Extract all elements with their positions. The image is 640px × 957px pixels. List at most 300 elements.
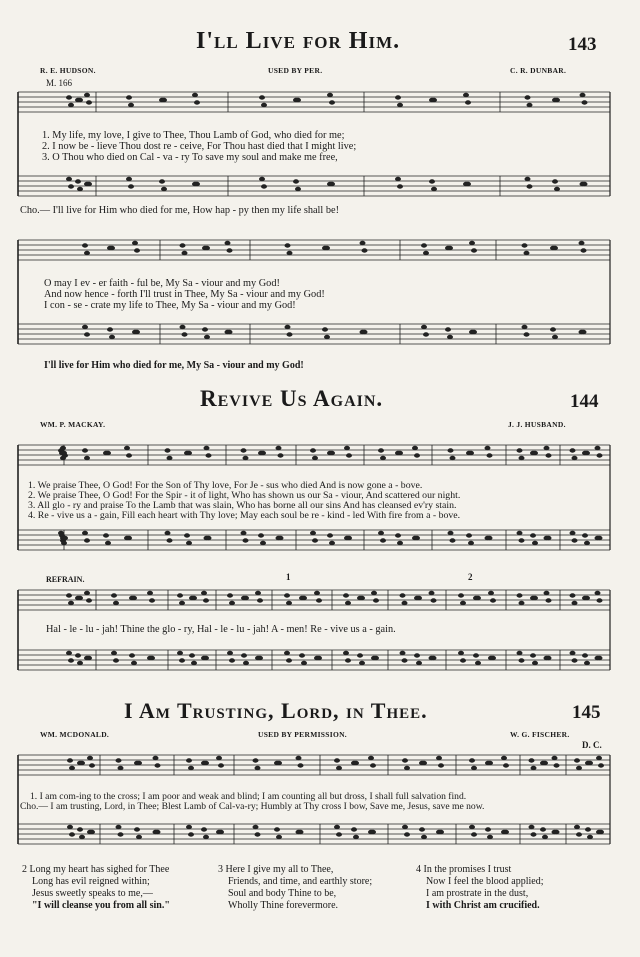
hymn-143-verse-3: 3. O Thou who died on Cal - va - ry To save my soul and make me free, [42, 152, 338, 163]
note-head [595, 446, 601, 450]
note-head [469, 758, 475, 762]
note-head [431, 98, 437, 102]
note-head [397, 541, 403, 545]
note-head [334, 825, 340, 829]
note-head [180, 243, 186, 247]
note-head [186, 758, 192, 762]
note-head [423, 251, 429, 255]
note-head [111, 651, 117, 655]
note-head [517, 531, 523, 535]
note-head [353, 761, 359, 765]
note-head [595, 591, 601, 595]
note-head [463, 93, 469, 97]
verse-line: Soul and body Thine to be, [228, 888, 337, 899]
note-head [126, 453, 132, 457]
note-head [395, 177, 401, 181]
note-head [370, 830, 376, 834]
note-head [587, 761, 593, 765]
first-ending-label: 1 [286, 572, 291, 582]
note-head [161, 187, 167, 191]
note-head [421, 325, 427, 329]
note-head [167, 538, 173, 542]
note-head [301, 596, 307, 600]
note-head [134, 827, 140, 831]
verse-line: I with Christ am crucified. [426, 900, 540, 911]
note-head [490, 598, 496, 602]
note-head [336, 766, 342, 770]
note-head [67, 825, 73, 829]
note-head [362, 248, 368, 252]
note-head [397, 103, 403, 107]
note-head [378, 531, 384, 535]
note-head [532, 661, 538, 665]
note-head [68, 658, 74, 662]
note-head [75, 179, 81, 183]
note-head [316, 598, 322, 602]
note-head [585, 827, 591, 831]
note-head [475, 661, 481, 665]
note-head [465, 182, 471, 186]
verse-line: Long has evil reigned within; [32, 876, 150, 887]
note-head [204, 246, 210, 250]
note-head [225, 241, 231, 245]
note-head [259, 177, 265, 181]
hymn-143-verse-1b: O may I ev - er faith - ful be, My Sa - viour and my God! [44, 278, 280, 289]
note-head [61, 541, 67, 545]
note-head [203, 656, 209, 660]
note-head [554, 830, 560, 834]
note-head [192, 93, 198, 97]
note-head [167, 456, 173, 460]
note-head [345, 601, 351, 605]
note-head [186, 825, 192, 829]
note-head [77, 187, 83, 191]
note-head [105, 541, 111, 545]
note-head [414, 536, 420, 540]
hymn-144-verse-2: 2. We praise Thee, O God! For the Spir - it of light, Who has shown us our Sa - viour, And scattered our night. [28, 490, 461, 501]
note-head [544, 446, 550, 450]
note-head [79, 761, 85, 765]
note-head [241, 448, 247, 452]
note-head [431, 656, 437, 660]
note-head [469, 825, 475, 829]
note-head [216, 756, 222, 760]
verse-line: 2 Long my heart has sighed for Thee [22, 864, 170, 875]
hymn-145-verse-1: 1. I am com-ing to the cross; I am poor and weak and blind; I am counting all but dross, I shall full salvation find. [30, 791, 467, 802]
note-head [487, 835, 493, 839]
note-head [522, 243, 528, 247]
note-head [255, 591, 261, 595]
note-head [402, 825, 408, 829]
note-head [194, 182, 200, 186]
tempo-mark: M. 166 [46, 78, 73, 88]
note-head [68, 601, 74, 605]
hymn-144-verse-4: 4. Re - vive us a - gain, Fill each heart with Thy love; May each soul be re - kind - led With fire from a - bove. [28, 510, 461, 521]
note-head [554, 763, 560, 767]
note-head [525, 177, 531, 181]
note-head [468, 541, 474, 545]
note-head [86, 656, 92, 660]
note-head [182, 251, 188, 255]
note-head [582, 653, 588, 657]
note-head [421, 243, 427, 247]
note-head [419, 827, 425, 831]
note-head [206, 536, 212, 540]
note-head [465, 100, 471, 104]
note-head [587, 835, 593, 839]
note-head [576, 766, 582, 770]
note-head [490, 656, 496, 660]
note-head [400, 651, 406, 655]
note-head [436, 756, 442, 760]
verse-line: Friends, and time, and earthly store; [228, 876, 373, 887]
note-head [584, 451, 590, 455]
note-head [84, 456, 90, 460]
hymn-143-verse-2b: And now hence - forth I'll trust in Thee, My Sa - viour and my God! [44, 289, 325, 300]
hymn-143-permission: USED BY PER. [268, 66, 323, 75]
refrain-label: REFRAIN. [46, 575, 85, 584]
note-head [532, 541, 538, 545]
hymn-143-verse-2: 2. I now be - lieve Thou dost re - ceive, For Thou hast died that I might live; [42, 141, 357, 152]
note-head [473, 653, 479, 657]
note-head [370, 763, 376, 767]
note-head [113, 658, 119, 662]
note-head [132, 241, 138, 245]
note-head [584, 596, 590, 600]
note-head [118, 832, 124, 836]
note-head [327, 93, 333, 97]
note-head [336, 832, 342, 836]
note-head [359, 596, 365, 600]
note-head [450, 456, 456, 460]
hymn-145-number: 145 [572, 702, 601, 723]
note-head [296, 756, 302, 760]
note-head [227, 593, 233, 597]
note-head [447, 335, 453, 339]
note-head [527, 184, 533, 188]
note-head [82, 325, 88, 329]
hymn-143-verse-1: 1. My life, my love, I give to Thee, Thou Lamb of God, who died for me; [42, 130, 345, 141]
hymn-143-words-by: R. E. HUDSON. [40, 66, 96, 75]
note-head [188, 766, 194, 770]
note-head [84, 591, 90, 595]
note-head [131, 596, 137, 600]
note-head [581, 330, 587, 334]
note-head [67, 758, 73, 762]
note-head [546, 656, 552, 660]
note-head [345, 658, 351, 662]
note-head [404, 832, 410, 836]
note-head [429, 179, 435, 183]
note-head [438, 763, 444, 767]
note-head [62, 453, 68, 457]
note-head [118, 766, 124, 770]
note-head [416, 596, 422, 600]
note-head [229, 658, 235, 662]
note-head [346, 536, 352, 540]
note-head [344, 446, 350, 450]
note-head [191, 596, 197, 600]
note-head [322, 327, 328, 331]
hymn-145-chorus: Cho.— I am trusting, Lord, in Thee; Blest Lamb of Cal-va-ry; Humbly at Thy cross I bow, Save me, Jesus, save me now. [20, 801, 485, 812]
note-head [584, 661, 590, 665]
note-head [278, 453, 284, 457]
note-head [243, 661, 249, 665]
note-head [414, 453, 420, 457]
note-head [519, 456, 525, 460]
note-head [68, 184, 74, 188]
hymn-143-title: I'll Live for Him. [196, 28, 401, 54]
note-head [287, 251, 293, 255]
note-head [580, 93, 586, 97]
note-head [530, 533, 536, 537]
note-head [324, 246, 330, 250]
note-head [343, 593, 349, 597]
note-head [343, 651, 349, 655]
verse-line: 3 Here I give my all to Thee, [218, 864, 334, 875]
note-head [113, 601, 119, 605]
note-head [327, 533, 333, 537]
note-head [284, 593, 290, 597]
hymn-144-words-by: WM. P. MACKAY. [40, 420, 106, 429]
hymn-144-number: 144 [570, 391, 599, 412]
note-head [204, 335, 210, 339]
note-head [597, 656, 603, 660]
note-head [136, 835, 142, 839]
note-head [329, 182, 335, 186]
note-head [487, 536, 493, 540]
note-head [153, 756, 159, 760]
note-head [552, 179, 558, 183]
note-head [488, 591, 494, 595]
note-head [186, 541, 192, 545]
note-head [542, 835, 548, 839]
note-head [218, 763, 224, 767]
note-head [544, 591, 550, 595]
note-head [572, 538, 578, 542]
note-head [458, 651, 464, 655]
note-head [62, 536, 68, 540]
note-head [400, 593, 406, 597]
note-head [107, 327, 113, 331]
note-head [295, 187, 301, 191]
note-head [471, 248, 477, 252]
note-head [373, 656, 379, 660]
note-head [189, 653, 195, 657]
note-head [380, 538, 386, 542]
hymn-144-music-by: J. J. HUSBAND. [508, 420, 566, 429]
hymn-143-number: 143 [568, 34, 597, 55]
note-head [395, 533, 401, 537]
note-head [519, 538, 525, 542]
hymn-145-words-by: WM. MCDONALD. [40, 730, 110, 739]
note-head [570, 651, 576, 655]
note-head [368, 756, 374, 760]
note-head [378, 448, 384, 452]
note-head [324, 335, 330, 339]
note-head [574, 825, 580, 829]
note-head [227, 248, 233, 252]
note-head [487, 761, 493, 765]
note-head [286, 601, 292, 605]
note-head [227, 330, 233, 334]
note-head [89, 830, 95, 834]
note-head [77, 661, 83, 665]
note-head [466, 533, 472, 537]
verse-line: Jesus sweetly speaks to me,— [32, 888, 153, 899]
note-head [87, 756, 93, 760]
note-head [351, 827, 357, 831]
note-head [66, 593, 72, 597]
note-head [182, 332, 188, 336]
note-head [257, 656, 263, 660]
note-head [570, 593, 576, 597]
note-head [362, 330, 368, 334]
note-head [179, 601, 185, 605]
note-head [66, 177, 72, 181]
note-head [69, 832, 75, 836]
note-head [402, 658, 408, 662]
note-head [572, 601, 578, 605]
note-head [596, 756, 602, 760]
note-head [218, 830, 224, 834]
note-head [524, 251, 530, 255]
note-head [295, 98, 301, 102]
note-head [66, 95, 72, 99]
note-head [206, 453, 212, 457]
note-head [530, 653, 536, 657]
note-head [447, 246, 453, 250]
note-head [285, 325, 291, 329]
verse-line: Wholly Thine forevermore. [228, 900, 339, 911]
note-head [531, 766, 537, 770]
hymn-144-verse-3: 3. All glo - ry and praise To the Lamb that was slain, Who has borne all our sins And has cleansed ev'ry stain. [28, 500, 457, 511]
note-head [421, 835, 427, 839]
note-head [554, 98, 560, 102]
note-head [312, 456, 318, 460]
note-head [86, 182, 92, 186]
verse-line: 4 In the promises I trust [416, 864, 512, 875]
note-head [402, 601, 408, 605]
note-head [346, 453, 352, 457]
note-head [75, 653, 81, 657]
note-head [357, 653, 363, 657]
note-head [570, 448, 576, 452]
note-head [310, 448, 316, 452]
note-head [450, 538, 456, 542]
hymn-145-verse-3-block [218, 864, 372, 912]
verse-line: "I will cleanse you from all sin." [32, 900, 170, 911]
note-head [314, 591, 320, 595]
note-head [423, 332, 429, 336]
note-head [460, 658, 466, 662]
note-head [259, 95, 265, 99]
note-head [540, 827, 546, 831]
note-head [414, 653, 420, 657]
note-head [579, 241, 585, 245]
hymn-145-verse-4-block [416, 864, 543, 912]
note-head [293, 179, 299, 183]
note-head [334, 758, 340, 762]
note-head [552, 756, 558, 760]
note-head [524, 332, 530, 336]
note-head [149, 598, 155, 602]
hymn-144-refrain-lyrics: Hal - le - lu - jah! Thine the glo - ry, Hal - le - lu - jah! A - men! Re - vive us a - gain. [46, 624, 396, 635]
note-head [165, 531, 171, 535]
note-head [471, 330, 477, 334]
hymn-145-music-by: W. G. FISCHER. [510, 730, 570, 739]
note-head [582, 100, 588, 104]
note-head [177, 651, 183, 655]
note-head [82, 448, 88, 452]
note-head [429, 591, 435, 595]
note-head [284, 651, 290, 655]
note-head [165, 448, 171, 452]
note-head [397, 184, 403, 188]
note-head [529, 758, 535, 762]
note-head [519, 658, 525, 662]
note-head [86, 598, 92, 602]
note-head [60, 446, 66, 450]
note-head [77, 827, 83, 831]
note-head [77, 596, 83, 600]
note-head [597, 598, 603, 602]
note-head [179, 658, 185, 662]
note-head [525, 95, 531, 99]
note-head [184, 533, 190, 537]
note-head [261, 103, 267, 107]
note-head [329, 100, 335, 104]
note-head [155, 830, 161, 834]
hymn-143-music-by: C. R. DUNBAR. [510, 66, 567, 75]
note-head [299, 653, 305, 657]
note-head [416, 661, 422, 665]
note-head [180, 325, 186, 329]
note-head [546, 598, 552, 602]
note-head [82, 243, 88, 247]
note-head [285, 243, 291, 247]
note-head [532, 451, 538, 455]
note-head [431, 187, 437, 191]
note-head [260, 541, 266, 545]
note-head [241, 653, 247, 657]
note-head [501, 756, 507, 760]
note-head [572, 456, 578, 460]
note-head [188, 832, 194, 836]
note-head [397, 451, 403, 455]
note-head [278, 536, 284, 540]
note-head [404, 766, 410, 770]
note-head [572, 658, 578, 662]
note-head [485, 446, 491, 450]
note-head [201, 827, 207, 831]
note-head [448, 531, 454, 535]
note-head [421, 761, 427, 765]
hymn-145-permission: USED BY PERMISSION. [258, 730, 347, 739]
note-head [276, 761, 282, 765]
note-head [475, 596, 481, 600]
note-head [552, 335, 558, 339]
note-head [134, 330, 140, 334]
note-head [373, 598, 379, 602]
note-head [86, 100, 92, 104]
note-head [116, 758, 122, 762]
note-head [227, 651, 233, 655]
note-head [570, 531, 576, 535]
note-head [202, 327, 208, 331]
note-head [598, 763, 604, 767]
note-head [241, 531, 247, 535]
